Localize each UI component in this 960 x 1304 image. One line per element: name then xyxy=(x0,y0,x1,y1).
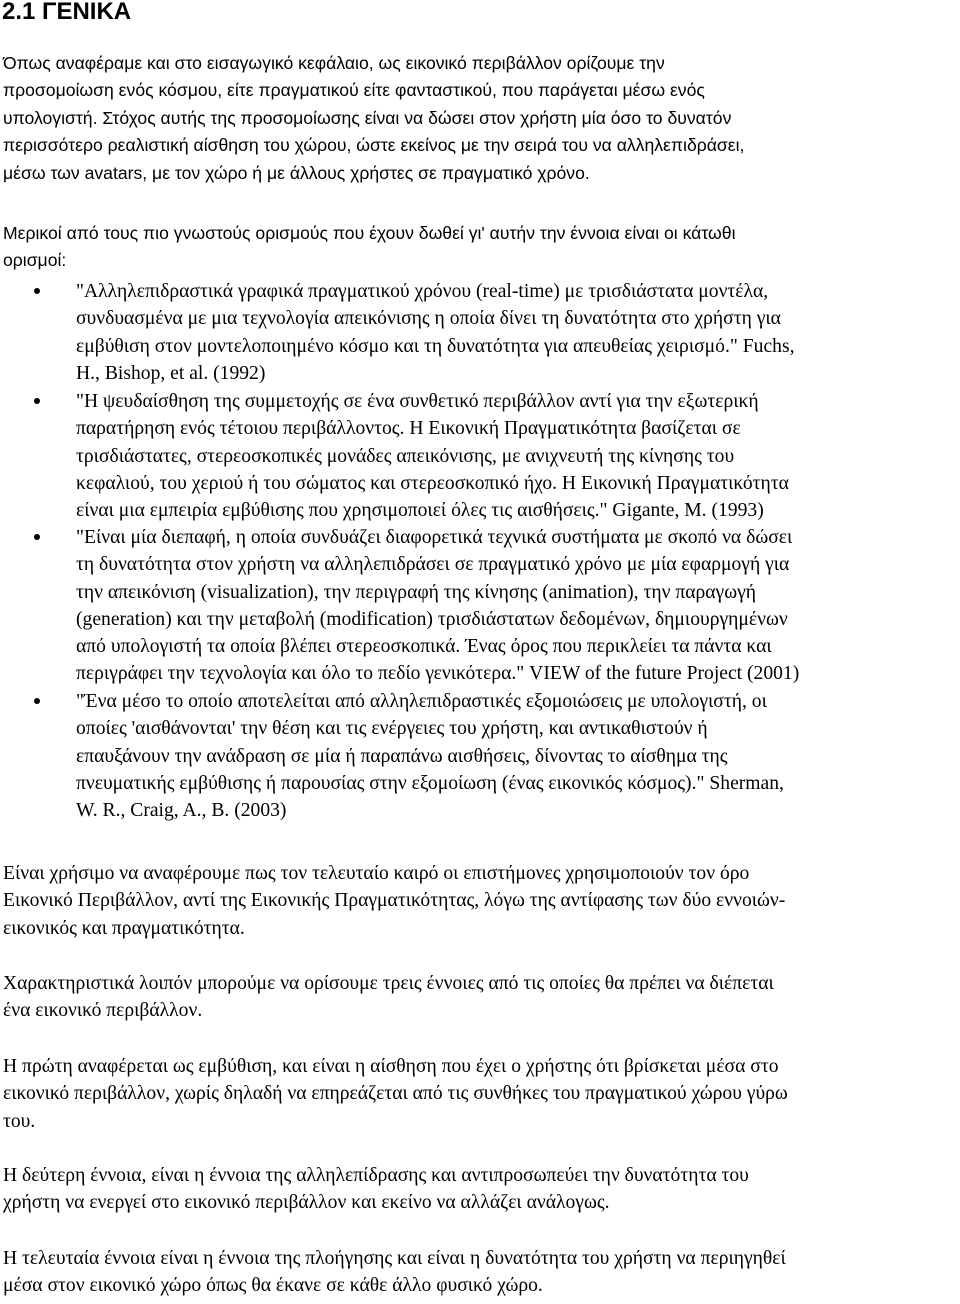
definition-text xyxy=(76,524,799,688)
body-line: Η δεύτερη έννοια, είναι η έννοια της αλληλεπίδρασης και αντιπροσωπεύει την δυνατότητα του xyxy=(3,1165,749,1186)
definition-text xyxy=(76,688,784,824)
definition-line: "Αλληλεπιδραστικά γραφικά πραγματικού χρόνου (real-time) με τρισδιάστατα μοντέλα, xyxy=(76,281,769,302)
bullet-icon xyxy=(34,698,40,704)
definitions-intro-line: ορισμοί: xyxy=(3,250,67,271)
definition-line: οποίες 'αισθάνονται' την θέση και τις ενέργειες του χρήστη, και αντικαθιστούν ή xyxy=(76,718,708,740)
definition-line: τη δυνατότητα στον χρήστη να αλληλεπιδράσει σε πραγματικό χρόνο με μία εφαρμογή για xyxy=(76,554,790,576)
body-paragraph xyxy=(3,1162,749,1217)
body-line: εικονικός και πραγματικότητα. xyxy=(3,917,245,939)
intro-line: Όπως αναφέραμε και στο εισαγωγικό κεφάλαιο, ως εικονικό περιβάλλον ορίζουμε την xyxy=(3,53,665,73)
body-line: ένα εικονικό περιβάλλον. xyxy=(3,1000,203,1022)
definition-line: επαυξάνουν την ανάδραση σε μία ή παραπάνω αισθήσεις, δίνοντας το αίσθημα της xyxy=(76,745,728,767)
definition-text xyxy=(76,388,789,524)
definition-line: "Η ψευδαίσθηση της συμμετοχής σε ένα συνθετικό περιβάλλον αντί για την εξωτερική xyxy=(76,391,759,412)
body-paragraph xyxy=(3,1053,788,1135)
definition-text xyxy=(76,278,794,387)
definition-line: συνδυασμένα με μια τεχνολογία απεικόνισης η οποία δίνει τη δυνατότητα στο χρήστη για xyxy=(76,308,781,330)
definition-line: πνευματικής εμβύθισης ή παρουσίας στην εξομοίωση (ένας εικονικός κόσμος)." Sherman, xyxy=(76,772,784,794)
body-line: μέσα στον εικονικό χώρο όπως θα έκανε σε κάθε άλλο φυσικό χώρο. xyxy=(3,1275,543,1297)
bullet-icon xyxy=(34,534,40,540)
definition-line: περιγράφει την τεχνολογία και όλο το πεδίο γενικότερα." VIEW of the future Project (2001) xyxy=(76,663,800,685)
intro-line: προσομοίωση ενός κόσμου, είτε πραγματικού είτε φανταστικού, που παράγεται μέσω ενός xyxy=(3,80,705,101)
body-line: Εικονικό Περιβάλλον, αντί της Εικονικής Πραγματικότητας, λόγω της αντίφασης των δύο εννοιών- xyxy=(3,890,786,912)
body-line: Η τελευταία έννοια είναι η έννοια της πλοήγησης και είναι η δυνατότητα του χρήστη να περιηγηθεί xyxy=(3,1248,786,1269)
definition-line: εμβύθιση στον μοντελοποιημένο κόσμο και τη δυνατότητα για απευθείας χειρισμό." Fuchs, xyxy=(76,335,795,357)
section-heading: 2.1 ΓΕΝΙΚΑ xyxy=(2,0,132,25)
definition-line: είναι μια εμπειρία εμβύθισης που χρησιμοποιεί όλες τις αισθήσεις." Gigante, M. (1993) xyxy=(76,500,764,522)
body-line: Η πρώτη αναφέρεται ως εμβύθιση, και είναι η αίσθηση που έχει ο χρήστης ότι βρίσκεται μέσα στο xyxy=(3,1056,779,1077)
definition-line: από υπολογιστή τα οποία βλέπει στερεοσκοπικά. Ένας όρος που περικλείει τα πάντα και xyxy=(76,636,772,658)
body-line: Είναι χρήσιμο να αναφέρουμε πως τον τελευταίο καιρό οι επιστήμονες χρησιμοποιούν τον όρο xyxy=(3,863,750,884)
body-line: χρήστη να ενεργεί στο εικονικό περιβάλλον και εκείνο να αλλάζει ανάλογως. xyxy=(3,1192,610,1214)
intro-line: περισσότερο ρεαλιστική αίσθηση του χώρου, ώστε εκείνος με την σειρά του να αλληλεπιδράσει, xyxy=(3,135,745,156)
body-line: εικονικό περιβάλλον, χωρίς δηλαδή να επηρεάζεται από τις συνθήκες του πραγματικού χώρου γύρω xyxy=(3,1083,788,1105)
definition-line: παρατήρηση ενός τέτοιου περιβάλλοντος. Η Εικονική Πραγματικότητα βασίζεται σε xyxy=(76,418,741,440)
intro-line: μέσω των avatars, με τον χώρο ή με άλλους χρήστες σε πραγματικό χρόνο. xyxy=(3,162,590,183)
definitions-intro-line: Μερικοί από τους πιο γνωστούς ορισμούς που έχουν δωθεί γι' αυτήν την έννοια είναι οι κάτωθι xyxy=(3,223,736,243)
bullet-icon xyxy=(34,288,40,294)
body-paragraph xyxy=(3,1245,786,1300)
bullet-icon xyxy=(34,398,40,404)
definition-line: (generation) και την μεταβολή (modification) τρισδιάστατων δεδομένων, δημιουργημένων xyxy=(76,608,788,630)
intro-line: υπολογιστή. Στόχος αυτής της προσομοίωσης είναι να δώσει στον χρήστη μία όσο το δυνατόν xyxy=(3,107,732,128)
definition-line: την απεικόνιση (visualization), την περιγραφή της κίνησης (animation), την παραγωγή xyxy=(76,581,757,603)
intro-paragraph xyxy=(3,50,744,187)
definition-line: "Ένα μέσο το οποίο αποτελείται από αλληλεπιδραστικές εξομοιώσεις με υπολογιστή, οι xyxy=(76,691,767,712)
definition-line: "Είναι μία διεπαφή, η οποία συνδυάζει διαφορετικά τεχνικά συστήματα με σκοπό να δώσει xyxy=(76,527,793,548)
definitions-intro-paragraph xyxy=(3,220,736,275)
body-line: του. xyxy=(3,1110,36,1132)
body-paragraph xyxy=(3,860,785,942)
definition-line: W. R., Craig, A., B. (2003) xyxy=(76,800,287,822)
body-line: Χαρακτηριστικά λοιπόν μπορούμε να ορίσουμε τρεις έννοιες από τις οποίες θα πρέπει να διέπεται xyxy=(3,973,774,994)
definition-line: κεφαλιού, του χεριού ή του σώματος και στερεοσκοπικό ήχο. Η Εικονική Πραγματικότητα xyxy=(76,472,789,494)
definition-line: τρισδιάστατες, στερεοσκοπικές μονάδες απεικόνισης, με ανιχνευτή της κίνησης του xyxy=(76,445,735,467)
body-paragraph xyxy=(3,970,774,1025)
definition-line: H., Bishop, et al. (1992) xyxy=(76,362,266,384)
